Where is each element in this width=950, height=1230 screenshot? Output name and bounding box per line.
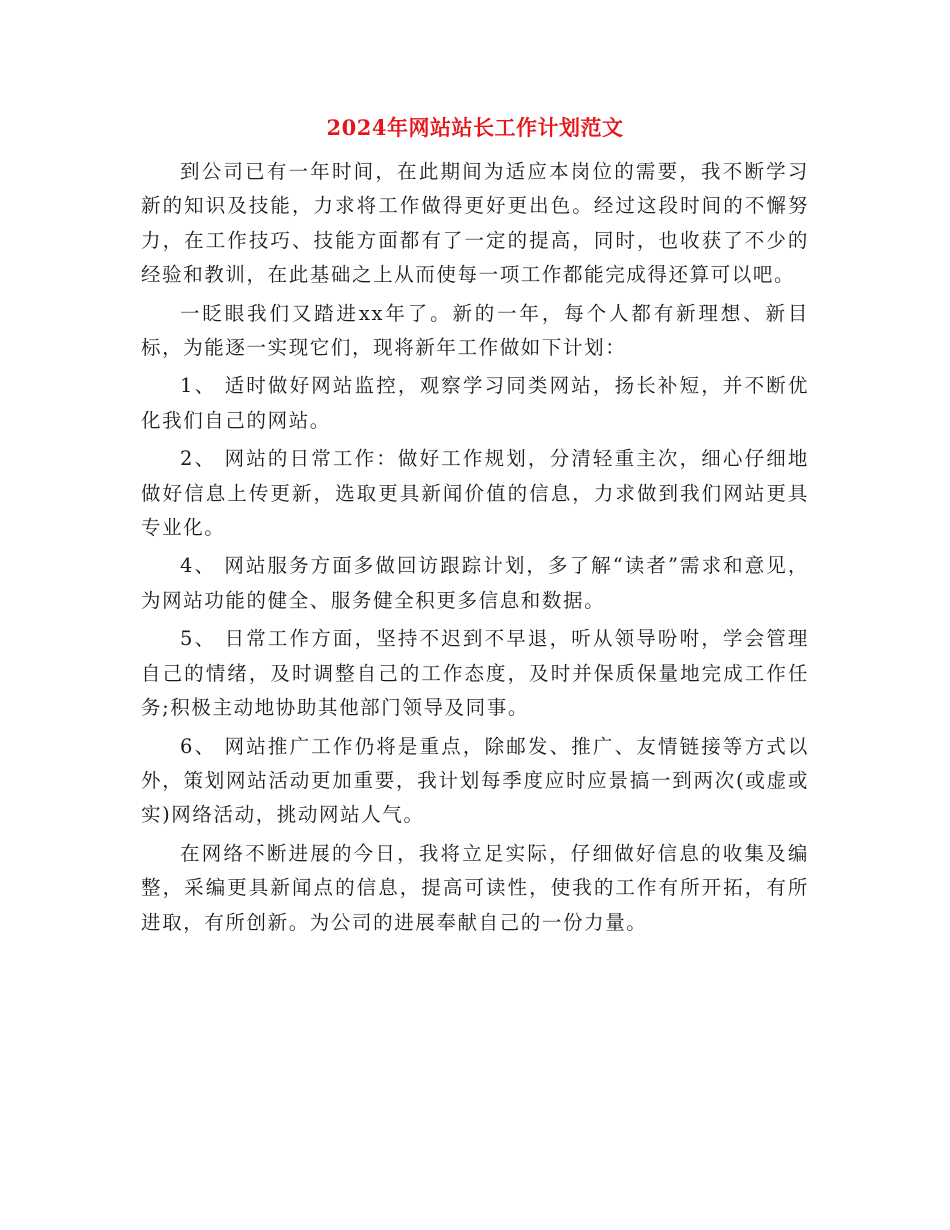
document-title: 2024年网站站长工作计划范文 (326, 115, 624, 140)
document-body (141, 155, 809, 940)
paragraph-item-6: 6、 网站推广工作仍将是重点，除邮发、推广、友情链接等方式以外，策划网站活动更加重要，我计划每季度应时应景搞一到两次(或虚或实)网络活动，挑动网站人气。 (141, 734, 809, 827)
paragraph-conclusion: 在网络不断进展的今日，我将立足实际，仔细做好信息的收集及编整，采编更具新闻点的信息，提高可读性，使我的工作有所开拓，有所进取，有所创新。为公司的进展奉献自己的一份力量。 (141, 841, 809, 934)
paragraph-item-5: 5、 日常工作方面，坚持不迟到不早退，听从领导吩咐，学会管理自己的情绪，及时调整自己的工作态度，及时并保质保量地完成工作任务;积极主动地协助其他部门领导及同事。 (141, 627, 809, 720)
paragraph-intro: 到公司已有一年时间，在此期间为适应本岗位的需要，我不断学习新的知识及技能，力求将工作做得更好更出色。经过这段时间的不懈努力，在工作技巧、技能方面都有了一定的提高，同时，也收获了不少的经验和教训，在此基础之上从而使每一项工作都能完成得还算可以吧。 (141, 160, 809, 287)
paragraph-new-year: 一眨眼我们又踏进xx年了。新的一年，每个人都有新理想、新目标，为能逐一实现它们，现将新年工作做如下计划： (141, 301, 809, 360)
paragraph-item-4: 4、 网站服务方面多做回访跟踪计划，多了解“读者”需求和意见，为网站功能的健全、服务健全积更多信息和数据。 (141, 554, 809, 612)
paragraph-item-1: 1、 适时做好网站监控，观察学习同类网站，扬长补短，并不断优化我们自己的网站。 (141, 374, 809, 432)
paragraph-item-2: 2、 网站的日常工作：做好工作规划，分清轻重主次，细心仔细地做好信息上传更新，选取更具新闻价值的信息，力求做到我们网站更具专业化。 (141, 447, 809, 540)
